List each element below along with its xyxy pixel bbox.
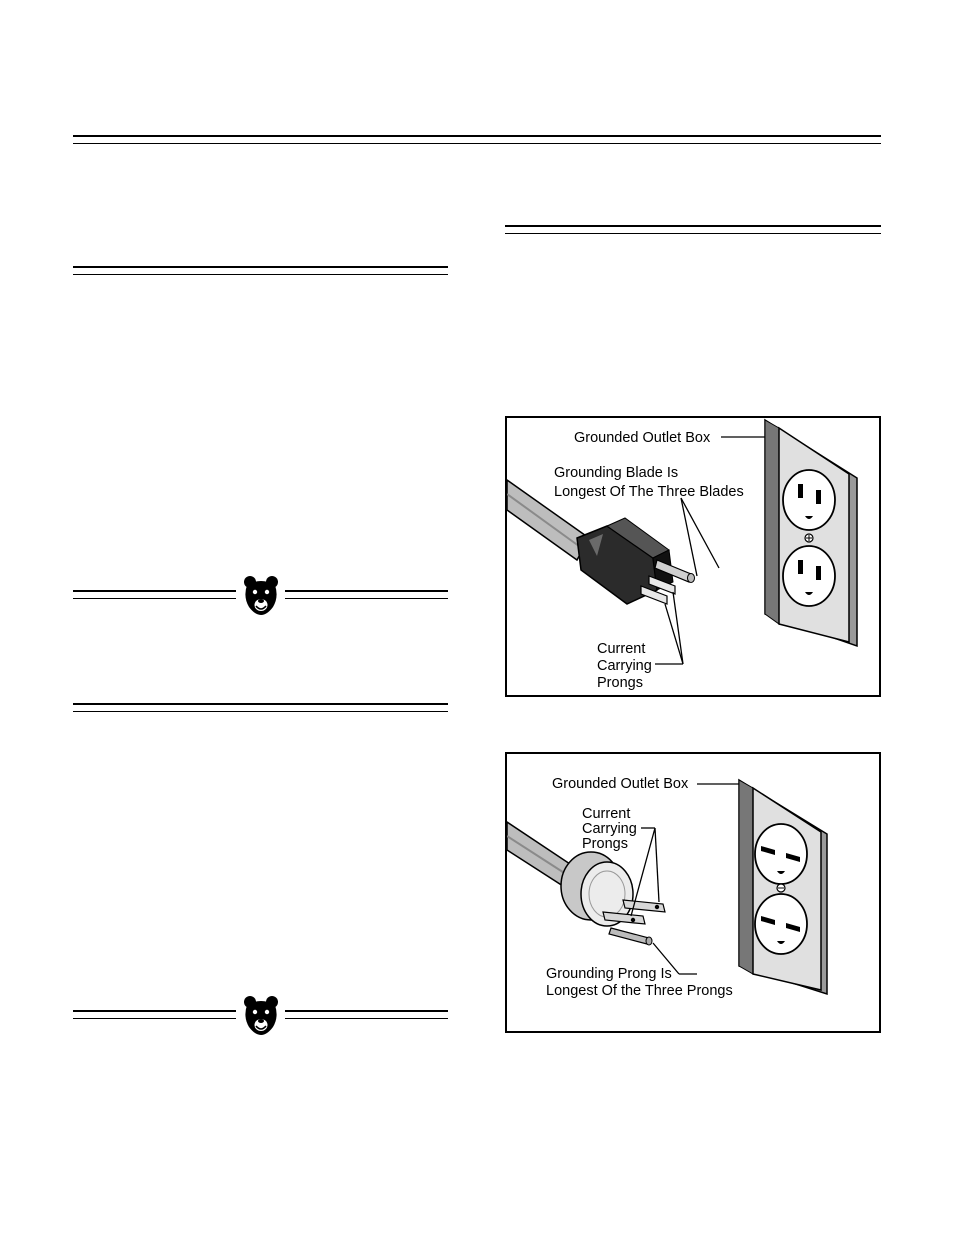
bear-divider-right-line-1 [285, 590, 448, 600]
grounding-prong-label-line-1: Grounding Prong Is [546, 966, 672, 982]
left-section-rule-2 [73, 703, 448, 713]
current-prongs-label-line-3: Prongs [582, 836, 628, 852]
bear-divider-left-line-2 [73, 1010, 236, 1020]
right-section-rule [505, 225, 881, 235]
grounding-blade-label-line-2: Longest Of The Three Blades [554, 484, 744, 500]
current-prongs-label-line-1: Current [582, 806, 631, 822]
current-prongs-label-line-3: Prongs [597, 675, 643, 691]
header-double-rule [73, 135, 881, 145]
figure-grounded-plug-blades [505, 416, 881, 697]
current-prongs-label-line-1: Current [597, 641, 646, 657]
figure-grounded-plug-prongs [505, 752, 881, 1033]
bear-divider-right-line-2 [285, 1010, 448, 1020]
outlet-box-label: Grounded Outlet Box [574, 430, 711, 446]
grounding-prong-label-line-2: Longest Of the Three Prongs [546, 983, 733, 999]
bear-head-icon [243, 575, 279, 615]
outlet-box-label: Grounded Outlet Box [552, 776, 689, 792]
grounding-blade-label-line-1: Grounding Blade Is [554, 465, 679, 481]
current-prongs-label-line-2: Carrying [597, 658, 652, 674]
bear-head-icon [243, 995, 279, 1035]
left-section-rule-1 [73, 266, 448, 276]
current-prongs-label-line-2: Carrying [582, 821, 637, 837]
bear-divider-left-line-1 [73, 590, 236, 600]
plug-blade-illustration [507, 418, 879, 695]
